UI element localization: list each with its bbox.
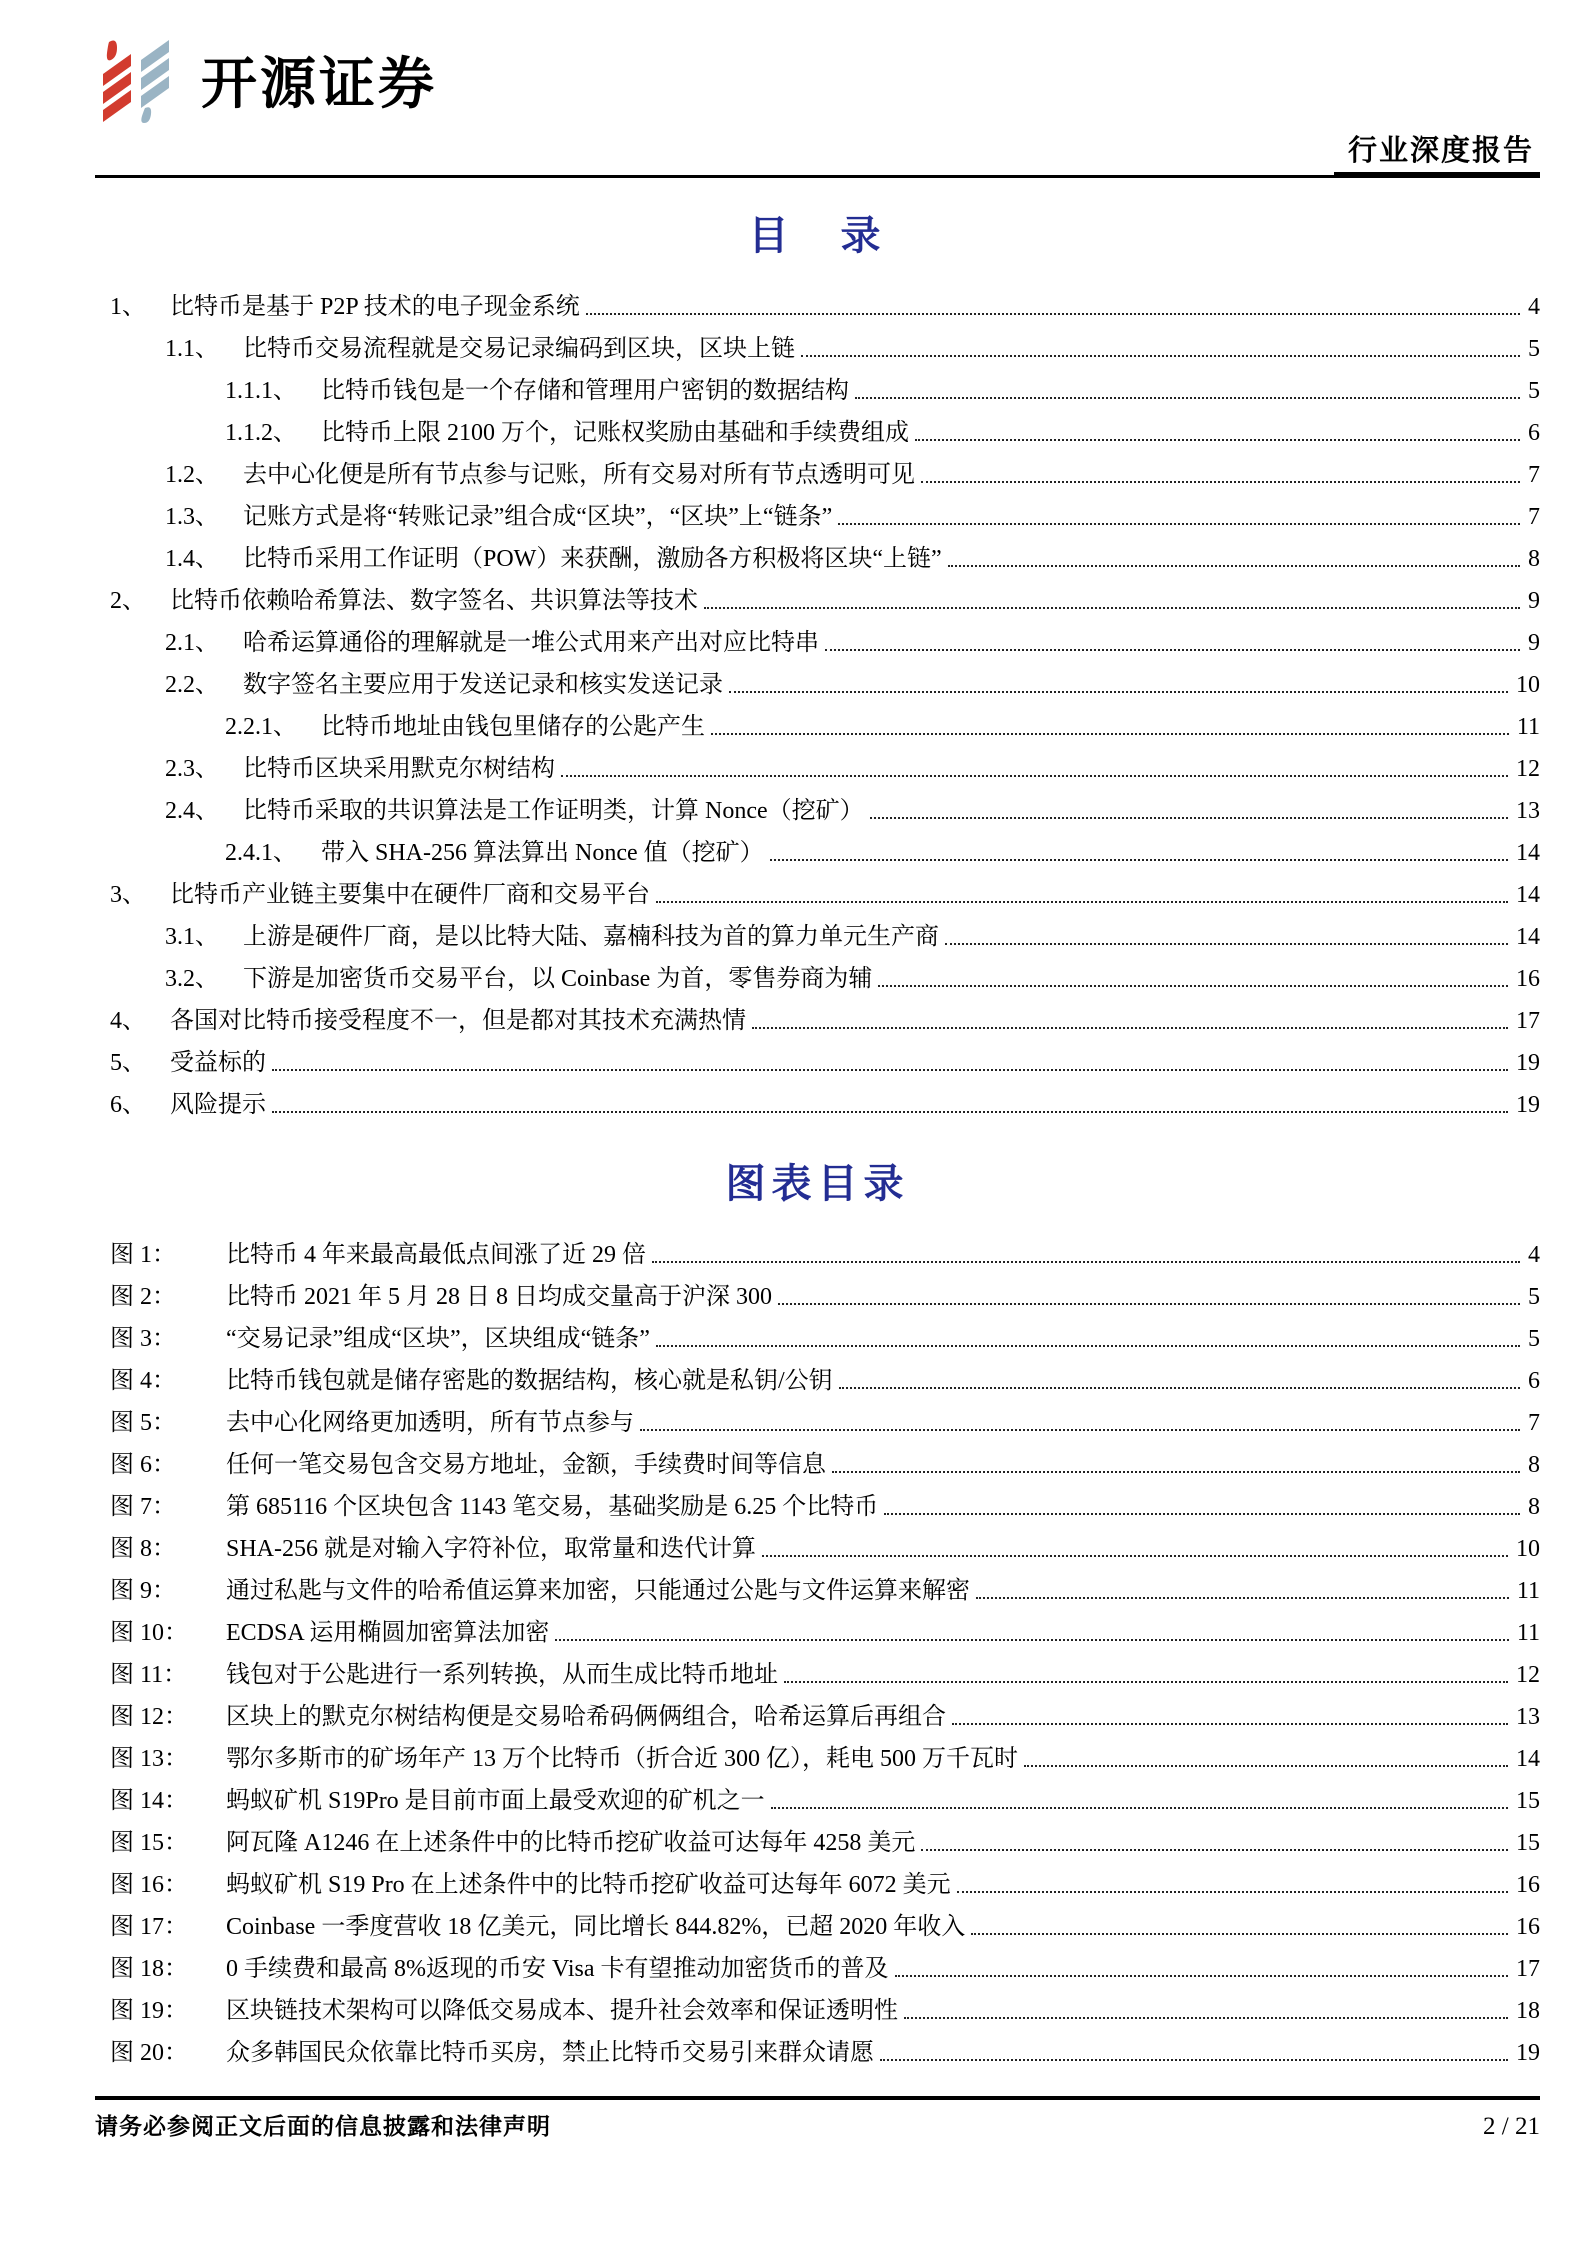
toc-item-page-number: 17 bbox=[1516, 1008, 1540, 1034]
figure-item-page-number: 18 bbox=[1516, 1998, 1540, 2024]
dot-leader bbox=[778, 1303, 1520, 1305]
figure-item[interactable] bbox=[95, 1318, 1540, 1360]
dot-leader bbox=[952, 1723, 1508, 1725]
figure-item-label: SHA-256 就是对输入字符补位，取常量和迭代计算 bbox=[226, 1536, 757, 1562]
toc-item-number: 1.1、 bbox=[165, 336, 219, 362]
figure-item-page-number: 6 bbox=[1528, 1368, 1540, 1394]
toc-item-page-number: 9 bbox=[1528, 588, 1540, 614]
figure-item-number: 图 15： bbox=[110, 1830, 188, 1856]
figure-item-label: 众多韩国民众依靠比特币买房，禁止比特币交易引来群众请愿 bbox=[226, 2040, 874, 2066]
toc-item-label: 比特币区块采用默克尔树结构 bbox=[243, 756, 555, 782]
figure-item-label: 比特币 2021 年 5 月 28 日 8 日均成交量高于沪深 300 bbox=[226, 1284, 772, 1310]
dot-leader bbox=[656, 901, 1508, 903]
toc-item-number: 3.1、 bbox=[165, 924, 219, 950]
figure-item-number: 图 1： bbox=[110, 1242, 176, 1268]
dot-leader bbox=[704, 607, 1520, 609]
dot-leader bbox=[945, 943, 1508, 945]
toc-item-page-number: 14 bbox=[1516, 840, 1540, 866]
dot-leader bbox=[656, 1345, 1520, 1347]
dot-leader bbox=[752, 1027, 1508, 1029]
figure-item[interactable] bbox=[95, 1654, 1540, 1696]
toc-item[interactable] bbox=[95, 1042, 1540, 1084]
dot-leader bbox=[640, 1429, 1520, 1431]
toc-item[interactable] bbox=[95, 328, 1540, 370]
dot-leader bbox=[855, 397, 1520, 399]
figure-item[interactable] bbox=[95, 1570, 1540, 1612]
dot-leader bbox=[561, 775, 1508, 777]
toc-item-number: 6、 bbox=[110, 1092, 146, 1118]
figure-item-label: 蚂蚁矿机 S19 Pro 在上述条件中的比特币挖矿收益可达每年 6072 美元 bbox=[226, 1872, 951, 1898]
figure-item-page-number: 5 bbox=[1528, 1326, 1540, 1352]
toc-list bbox=[95, 286, 1540, 1126]
toc-item[interactable] bbox=[95, 286, 1540, 328]
footer-divider bbox=[95, 2096, 1540, 2100]
toc-item-page-number: 10 bbox=[1516, 672, 1540, 698]
dot-leader bbox=[825, 649, 1520, 651]
dot-leader bbox=[729, 691, 1508, 693]
page-header bbox=[95, 34, 1540, 178]
toc-item[interactable] bbox=[95, 370, 1540, 412]
figure-item-number: 图 2： bbox=[110, 1284, 176, 1310]
figure-item-number: 图 5： bbox=[110, 1410, 176, 1436]
toc-item[interactable] bbox=[95, 664, 1540, 706]
figures-list bbox=[95, 1234, 1540, 2074]
toc-item-number: 2.2.1、 bbox=[225, 714, 297, 740]
toc-item[interactable] bbox=[95, 748, 1540, 790]
figure-item-page-number: 13 bbox=[1516, 1704, 1540, 1730]
figure-item-number: 图 3： bbox=[110, 1326, 176, 1352]
toc-item-page-number: 19 bbox=[1516, 1050, 1540, 1076]
toc-item-number: 3、 bbox=[110, 882, 146, 908]
dot-leader bbox=[771, 1807, 1508, 1809]
figure-item-number: 图 18： bbox=[110, 1956, 188, 1982]
figure-item[interactable] bbox=[95, 1696, 1540, 1738]
figure-item-number: 图 16： bbox=[110, 1872, 188, 1898]
toc-item[interactable] bbox=[95, 1084, 1540, 1126]
figure-item-label: 比特币钱包就是储存密匙的数据结构，核心就是私钥/公钥 bbox=[226, 1368, 833, 1394]
figure-item-page-number: 7 bbox=[1528, 1410, 1540, 1436]
figure-item[interactable] bbox=[95, 1948, 1540, 1990]
logo-leaves-icon bbox=[95, 38, 187, 129]
dot-leader bbox=[895, 1975, 1508, 1977]
figure-item-number: 图 6： bbox=[110, 1452, 176, 1478]
dot-leader bbox=[1024, 1765, 1508, 1767]
dot-leader bbox=[921, 481, 1520, 483]
toc-item-number: 2、 bbox=[110, 588, 146, 614]
toc-item[interactable] bbox=[95, 874, 1540, 916]
figure-item-label: 鄂尔多斯市的矿场年产 13 万个比特币（折合近 300 亿），耗电 500 万千瓦时 bbox=[226, 1746, 1018, 1772]
figure-item-page-number: 4 bbox=[1528, 1242, 1540, 1268]
figure-item[interactable] bbox=[95, 1822, 1540, 1864]
toc-item-number: 4、 bbox=[110, 1008, 146, 1034]
page-footer bbox=[95, 2096, 1540, 2141]
dot-leader bbox=[652, 1261, 1520, 1263]
toc-item-page-number: 7 bbox=[1528, 462, 1540, 488]
toc-item-page-number: 5 bbox=[1528, 336, 1540, 362]
figure-item-number: 图 8： bbox=[110, 1536, 176, 1562]
figure-item-number: 图 14： bbox=[110, 1788, 188, 1814]
figure-item-number: 图 11： bbox=[110, 1662, 188, 1688]
toc-item[interactable] bbox=[95, 580, 1540, 622]
toc-item[interactable] bbox=[95, 832, 1540, 874]
dot-leader bbox=[711, 733, 1509, 735]
toc-item[interactable] bbox=[95, 790, 1540, 832]
figure-item-number: 图 10： bbox=[110, 1620, 188, 1646]
figure-item-label: 蚂蚁矿机 S19Pro 是目前市面上最受欢迎的矿机之一 bbox=[226, 1788, 765, 1814]
dot-leader bbox=[839, 1387, 1520, 1389]
dot-leader bbox=[870, 817, 1508, 819]
toc-item-number: 2.4.1、 bbox=[225, 840, 297, 866]
toc-item-number: 2.1、 bbox=[165, 630, 219, 656]
figure-item-number: 图 9： bbox=[110, 1578, 176, 1604]
dot-leader bbox=[801, 355, 1520, 357]
figure-item[interactable] bbox=[95, 1360, 1540, 1402]
dot-leader bbox=[838, 523, 1520, 525]
figure-item-label: 区块上的默克尔树结构便是交易哈希码俩俩组合，哈希运算后再组合 bbox=[226, 1704, 946, 1730]
toc-item-number: 3.2、 bbox=[165, 966, 219, 992]
toc-item[interactable] bbox=[95, 958, 1540, 1000]
footer-page-number: 2 / 21 bbox=[1483, 2113, 1540, 2140]
figure-item-page-number: 16 bbox=[1516, 1872, 1540, 1898]
toc-item-number: 1.1.1、 bbox=[225, 378, 297, 404]
dot-leader bbox=[878, 985, 1508, 987]
figure-item-page-number: 15 bbox=[1516, 1788, 1540, 1814]
dot-leader bbox=[957, 1891, 1508, 1893]
figure-item-page-number: 12 bbox=[1516, 1662, 1540, 1688]
figure-item-label: 0 手续费和最高 8%返现的币安 Visa 卡有望推动加密货币的普及 bbox=[226, 1956, 889, 1982]
toc-item[interactable] bbox=[95, 1000, 1540, 1042]
figure-item-page-number: 17 bbox=[1516, 1956, 1540, 1982]
figure-item-label: 通过私匙与文件的哈希值运算来加密，只能通过公匙与文件运算来解密 bbox=[226, 1578, 970, 1604]
toc-item-label: 比特币钱包是一个存储和管理用户密钥的数据结构 bbox=[321, 378, 849, 404]
toc-item-number: 1、 bbox=[110, 294, 146, 320]
toc-item-number: 2.3、 bbox=[165, 756, 219, 782]
figure-item-label: 钱包对于公匙进行一系列转换，从而生成比特币地址 bbox=[226, 1662, 778, 1688]
dot-leader bbox=[880, 2059, 1508, 2061]
toc-item-page-number: 11 bbox=[1516, 714, 1540, 740]
figure-item-page-number: 8 bbox=[1528, 1494, 1540, 1520]
report-type-label: 行业深度报告 bbox=[1334, 128, 1540, 175]
toc-item-number: 5、 bbox=[110, 1050, 146, 1076]
figure-item-page-number: 10 bbox=[1516, 1536, 1540, 1562]
figure-item-number: 图 7： bbox=[110, 1494, 176, 1520]
figure-item[interactable] bbox=[95, 1906, 1540, 1948]
figure-item-page-number: 16 bbox=[1516, 1914, 1540, 1940]
toc-item-number: 1.2、 bbox=[165, 462, 219, 488]
figure-item[interactable] bbox=[95, 1864, 1540, 1906]
toc-item-label: 比特币依赖哈希算法、数字签名、共识算法等技术 bbox=[170, 588, 698, 614]
header-divider bbox=[95, 175, 1540, 178]
logo-text: 开源证券 bbox=[201, 51, 437, 115]
figure-item[interactable] bbox=[95, 1486, 1540, 1528]
toc-item-number: 1.1.2、 bbox=[225, 420, 297, 446]
toc-item-label: 受益标的 bbox=[170, 1050, 266, 1076]
toc-item-label: 比特币采取的共识算法是工作证明类，计算 Nonce（挖矿） bbox=[243, 798, 864, 824]
toc-item-page-number: 14 bbox=[1516, 924, 1540, 950]
toc-item[interactable] bbox=[95, 412, 1540, 454]
figures-title: 图表目录 bbox=[725, 1161, 910, 1206]
figure-item-label: “交易记录”组成“区块”，区块组成“链条” bbox=[226, 1326, 650, 1352]
toc-item-page-number: 5 bbox=[1528, 378, 1540, 404]
toc-item-label: 带入 SHA-256 算法算出 Nonce 值（挖矿） bbox=[321, 840, 764, 866]
dot-leader bbox=[832, 1471, 1520, 1473]
dot-leader bbox=[272, 1111, 1508, 1113]
toc-item-page-number: 8 bbox=[1528, 546, 1540, 572]
toc-item-label: 比特币采用工作证明（POW）来获酬，激励各方积极将区块“上链” bbox=[243, 546, 942, 572]
toc-item-label: 去中心化便是所有节点参与记账，所有交易对所有节点透明可见 bbox=[243, 462, 915, 488]
dot-leader bbox=[762, 1555, 1508, 1557]
figure-item-label: Coinbase 一季度营收 18 亿美元，同比增长 844.82%，已超 2020 年收入 bbox=[226, 1914, 966, 1940]
toc-item-label: 各国对比特币接受程度不一，但是都对其技术充满热情 bbox=[170, 1008, 746, 1034]
toc-item-page-number: 12 bbox=[1516, 756, 1540, 782]
figure-item-number: 图 17： bbox=[110, 1914, 188, 1940]
figure-item-label: 去中心化网络更加透明，所有节点参与 bbox=[226, 1410, 634, 1436]
figure-item-label: 第 685116 个区块包含 1143 笔交易，基础奖励是 6.25 个比特币 bbox=[226, 1494, 879, 1520]
figure-item-page-number: 11 bbox=[1516, 1578, 1540, 1604]
toc-item-label: 比特币上限 2100 万个，记账权奖励由基础和手续费组成 bbox=[321, 420, 909, 446]
figure-item[interactable] bbox=[95, 1612, 1540, 1654]
toc-item[interactable] bbox=[95, 496, 1540, 538]
figure-item-page-number: 14 bbox=[1516, 1746, 1540, 1772]
figure-item-page-number: 5 bbox=[1528, 1284, 1540, 1310]
toc-item-label: 比特币交易流程就是交易记录编码到区块，区块上链 bbox=[243, 336, 795, 362]
dot-leader bbox=[976, 1597, 1509, 1599]
figure-item-number: 图 19： bbox=[110, 1998, 188, 2024]
dot-leader bbox=[272, 1069, 1508, 1071]
figure-item[interactable] bbox=[95, 1780, 1540, 1822]
figure-item-page-number: 15 bbox=[1516, 1830, 1540, 1856]
figure-item-number: 图 12： bbox=[110, 1704, 188, 1730]
toc-title: 目 录 bbox=[748, 213, 887, 258]
toc-item-label: 记账方式是将“转账记录”组合成“区块”，“区块”上“链条” bbox=[243, 504, 833, 530]
toc-item-page-number: 19 bbox=[1516, 1092, 1540, 1118]
toc-item-page-number: 4 bbox=[1528, 294, 1540, 320]
dot-leader bbox=[555, 1639, 1509, 1641]
toc-item-page-number: 7 bbox=[1528, 504, 1540, 530]
figure-item[interactable] bbox=[95, 1402, 1540, 1444]
dot-leader bbox=[904, 2017, 1508, 2019]
toc-item[interactable] bbox=[95, 622, 1540, 664]
figure-item-label: 比特币 4 年来最高最低点间涨了近 29 倍 bbox=[226, 1242, 646, 1268]
figure-item[interactable] bbox=[95, 1276, 1540, 1318]
toc-item-page-number: 14 bbox=[1516, 882, 1540, 908]
toc-item-label: 下游是加密货币交易平台，以 Coinbase 为首，零售券商为辅 bbox=[243, 966, 873, 992]
figure-item[interactable] bbox=[95, 1234, 1540, 1276]
figure-item-number: 图 13： bbox=[110, 1746, 188, 1772]
figure-item-label: 阿瓦隆 A1246 在上述条件中的比特币挖矿收益可达每年 4258 美元 bbox=[226, 1830, 916, 1856]
dot-leader bbox=[915, 439, 1520, 441]
toc-item-number: 1.4、 bbox=[165, 546, 219, 572]
dot-leader bbox=[770, 859, 1508, 861]
figure-item[interactable] bbox=[95, 1444, 1540, 1486]
toc-item-label: 比特币是基于 P2P 技术的电子现金系统 bbox=[170, 294, 580, 320]
toc-item-page-number: 9 bbox=[1528, 630, 1540, 656]
toc-item-label: 哈希运算通俗的理解就是一堆公式用来产出对应比特串 bbox=[243, 630, 819, 656]
figure-item-number: 图 4： bbox=[110, 1368, 176, 1394]
toc-item-page-number: 13 bbox=[1516, 798, 1540, 824]
toc-item-number: 1.3、 bbox=[165, 504, 219, 530]
toc-item[interactable] bbox=[95, 538, 1540, 580]
figure-item-label: 任何一笔交易包含交易方地址，金额，手续费时间等信息 bbox=[226, 1452, 826, 1478]
toc-item-label: 比特币产业链主要集中在硬件厂商和交易平台 bbox=[170, 882, 650, 908]
figure-item-label: 区块链技术架构可以降低交易成本、提升社会效率和保证透明性 bbox=[226, 1998, 898, 2024]
figure-item-page-number: 8 bbox=[1528, 1452, 1540, 1478]
toc-item[interactable] bbox=[95, 706, 1540, 748]
toc-item-number: 2.2、 bbox=[165, 672, 219, 698]
figure-item[interactable] bbox=[95, 1528, 1540, 1570]
toc-item-number: 2.4、 bbox=[165, 798, 219, 824]
dot-leader bbox=[586, 313, 1520, 315]
figure-item-number: 图 20： bbox=[110, 2040, 188, 2066]
toc-item-label: 数字签名主要应用于发送记录和核实发送记录 bbox=[243, 672, 723, 698]
dot-leader bbox=[971, 1933, 1508, 1935]
figure-item-page-number: 11 bbox=[1516, 1620, 1540, 1646]
toc-item-label: 上游是硬件厂商，是以比特大陆、嘉楠科技为首的算力单元生产商 bbox=[243, 924, 939, 950]
footer-disclaimer: 请务必参阅正文后面的信息披露和法律声明 bbox=[95, 2114, 551, 2139]
toc-item-page-number: 6 bbox=[1528, 420, 1540, 446]
figure-item[interactable] bbox=[95, 2032, 1540, 2074]
toc-item[interactable] bbox=[95, 454, 1540, 496]
figure-item-page-number: 19 bbox=[1516, 2040, 1540, 2066]
toc-item-label: 风险提示 bbox=[170, 1092, 266, 1118]
dot-leader bbox=[948, 565, 1520, 567]
figure-item[interactable] bbox=[95, 1738, 1540, 1780]
toc-item[interactable] bbox=[95, 916, 1540, 958]
dot-leader bbox=[784, 1681, 1508, 1683]
kaiyuan-securities-logo bbox=[95, 38, 437, 129]
toc-item-label: 比特币地址由钱包里储存的公匙产生 bbox=[321, 714, 705, 740]
dot-leader bbox=[921, 1849, 1508, 1851]
figure-item-label: ECDSA 运用椭圆加密算法加密 bbox=[226, 1620, 550, 1646]
dot-leader bbox=[884, 1513, 1520, 1515]
toc-item-page-number: 16 bbox=[1516, 966, 1540, 992]
figure-item[interactable] bbox=[95, 1990, 1540, 2032]
